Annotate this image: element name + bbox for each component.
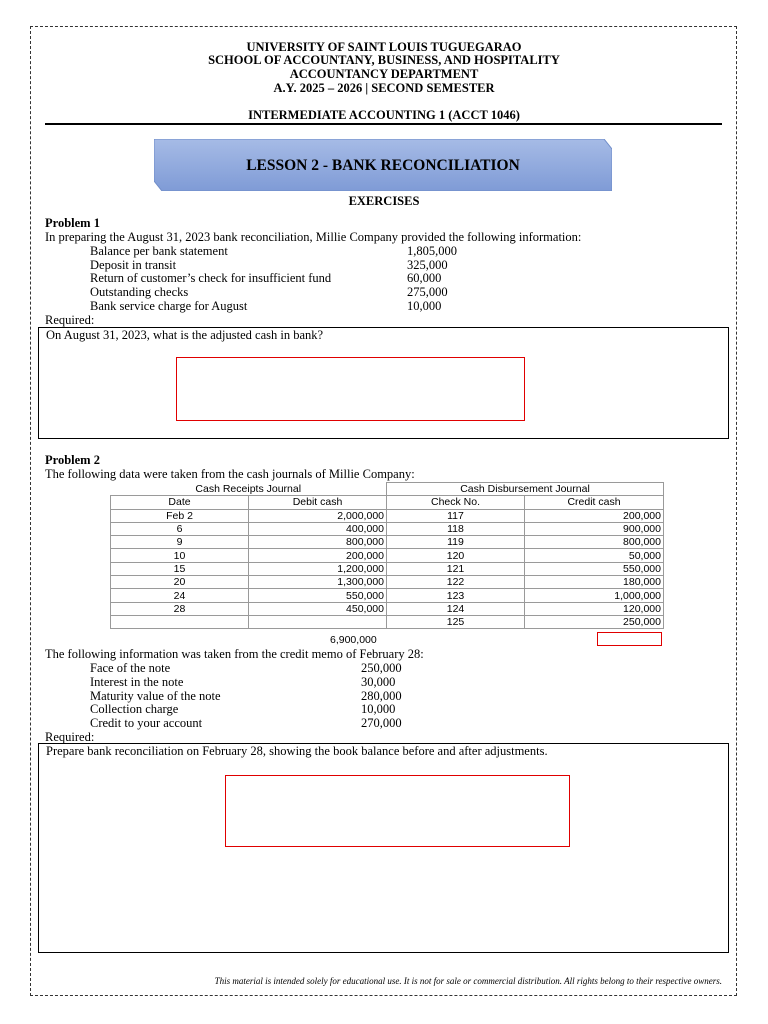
footer-disclaimer: This material is intended solely for educational use. It is not for sale or commercial distribution. All rights belong to their respective owners. — [214, 976, 722, 986]
table-cell: 120,000 — [525, 602, 664, 615]
table-row — [111, 536, 664, 549]
column-header: Check No. — [387, 496, 525, 509]
memo-item-label: Collection charge — [90, 702, 179, 716]
table-cell: 550,000 — [249, 589, 387, 602]
table-cell: 180,000 — [525, 576, 664, 589]
course-title: INTERMEDIATE ACCOUNTING 1 (ACCT 1046) — [248, 108, 520, 122]
problem2-title: Problem 2 — [45, 453, 100, 467]
p1-item-label: Bank service charge for August — [90, 299, 248, 313]
table-cell: 15 — [111, 562, 249, 575]
memo-item-value: 250,000 — [361, 661, 402, 675]
problem2-intro: The following data were taken from the cash journals of Millie Company: — [45, 467, 415, 481]
table-cell: 250,000 — [525, 615, 664, 628]
table-row — [111, 522, 664, 535]
table-cell: 6 — [111, 522, 249, 535]
table-cell: 10 — [111, 549, 249, 562]
table-cell: 2,000,000 — [249, 509, 387, 522]
p1-item-value: 325,000 — [407, 258, 448, 272]
table-cell: 125 — [387, 615, 525, 628]
table-cell: 900,000 — [525, 522, 664, 535]
memo-item-value: 270,000 — [361, 716, 402, 730]
table-cell: 550,000 — [525, 562, 664, 575]
column-header: Credit cash — [525, 496, 664, 509]
column-header: Debit cash — [249, 496, 387, 509]
table-row — [111, 509, 664, 522]
p1-item-value: 60,000 — [407, 271, 442, 285]
lesson-title: LESSON 2 - BANK RECONCILIATION — [246, 157, 520, 174]
table-row — [111, 549, 664, 562]
p1-item-label: Balance per bank statement — [90, 244, 228, 258]
memo-item-label: Maturity value of the note — [90, 689, 221, 703]
p1-item-label: Deposit in transit — [90, 258, 177, 272]
table-cell: 9 — [111, 536, 249, 549]
table-cell: 450,000 — [249, 602, 387, 615]
memo-item-label: Credit to your account — [90, 716, 203, 730]
table-cell: 400,000 — [249, 522, 387, 535]
table-row — [111, 602, 664, 615]
table-cell: 1,000,000 — [525, 589, 664, 602]
p1-item-value: 1,805,000 — [407, 244, 457, 258]
memo-intro: The following information was taken from the credit memo of February 28: — [45, 647, 424, 661]
p1-item-value: 10,000 — [407, 299, 442, 313]
university-name: UNIVERSITY OF SAINT LOUIS TUGUEGARAO — [246, 40, 522, 54]
table-cell: 118 — [387, 522, 525, 535]
table-cell: 1,200,000 — [249, 562, 387, 575]
table-cell — [249, 615, 387, 628]
school-name: SCHOOL OF ACCOUNTANY, BUSINESS, AND HOSPITALITY — [208, 53, 560, 67]
p1-item-value: 275,000 — [407, 285, 448, 299]
exercises-heading: EXERCISES — [348, 194, 420, 208]
memo-item-label: Face of the note — [90, 661, 171, 675]
problem1-title: Problem 1 — [45, 216, 100, 230]
table-row — [111, 615, 664, 628]
table-cell: 20 — [111, 576, 249, 589]
problem2-question: Prepare bank reconciliation on February 28, showing the book balance before and after adjustments. — [46, 744, 548, 758]
problem1-required: Required: — [45, 313, 95, 327]
receipts-total: 6,900,000 — [330, 634, 377, 646]
table-cell: 121 — [387, 562, 525, 575]
table-cell: 123 — [387, 589, 525, 602]
table-row — [111, 589, 664, 602]
memo-item-value: 30,000 — [361, 675, 396, 689]
disbursement-total-field[interactable] — [597, 632, 662, 646]
memo-item-value: 10,000 — [361, 702, 396, 716]
table-cell: 117 — [387, 509, 525, 522]
academic-year: A.Y. 2025 – 2026 | SECOND SEMESTER — [273, 81, 495, 95]
table-row — [111, 576, 664, 589]
table-cell: Feb 2 — [111, 509, 249, 522]
memo-item-value: 280,000 — [361, 689, 402, 703]
header-divider — [45, 123, 722, 125]
table-cell: 800,000 — [525, 536, 664, 549]
column-header: Date — [111, 496, 249, 509]
table-cell: 1,300,000 — [249, 576, 387, 589]
table-cell: 200,000 — [525, 509, 664, 522]
table-cell: 800,000 — [249, 536, 387, 549]
problem1-answer-field[interactable] — [176, 357, 525, 421]
table-cell: 124 — [387, 602, 525, 615]
table-cell: 122 — [387, 576, 525, 589]
table-cell: 200,000 — [249, 549, 387, 562]
table-cell: 28 — [111, 602, 249, 615]
table-cell: 50,000 — [525, 549, 664, 562]
p1-item-label: Return of customer’s check for insufficient fund — [90, 271, 332, 285]
table-cell: 119 — [387, 536, 525, 549]
problem2-required: Required: — [45, 730, 95, 744]
p1-item-label: Outstanding checks — [90, 285, 189, 299]
cash-receipts-title: Cash Receipts Journal — [111, 483, 387, 496]
problem1-intro: In preparing the August 31, 2023 bank reconciliation, Millie Company provided the following information: — [45, 230, 582, 244]
problem2-answer-field[interactable] — [225, 775, 570, 847]
table-cell: 120 — [387, 549, 525, 562]
problem1-question: On August 31, 2023, what is the adjusted cash in bank? — [46, 328, 324, 342]
memo-item-label: Interest in the note — [90, 675, 184, 689]
lesson-banner — [154, 139, 612, 191]
table-cell — [111, 615, 249, 628]
cash-journals-table — [110, 482, 664, 629]
department-name: ACCOUNTANCY DEPARTMENT — [289, 67, 479, 81]
cash-disbursement-title: Cash Disbursement Journal — [387, 483, 664, 496]
table-row — [111, 562, 664, 575]
table-cell: 24 — [111, 589, 249, 602]
